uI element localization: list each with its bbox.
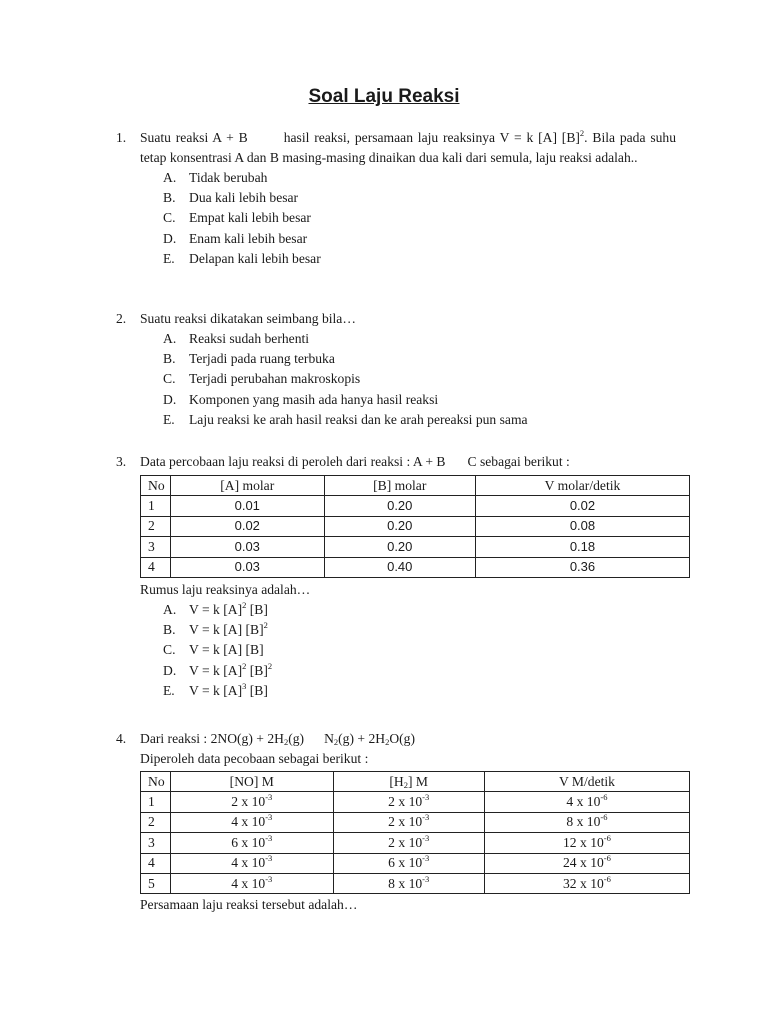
table-cell: 6 x $10^{-3}$ (171, 833, 334, 853)
table-cell: 2 (141, 812, 171, 832)
options-list (163, 168, 676, 269)
table-cell: 2 x $10^{-3}$ (171, 792, 334, 812)
option: B. V = k [A] $[B]^2$ (163, 620, 268, 638)
question-number: 3. (116, 454, 127, 469)
table-row (141, 873, 690, 893)
option: D. Enam kali lebih besar (163, 230, 308, 246)
table-row (141, 833, 690, 853)
question-text: Rumus laju reaksinya adalah… (140, 581, 311, 597)
table-cell: 1 (141, 792, 171, 812)
option: C. Empat kali lebih besar (163, 210, 311, 226)
table-row (141, 537, 690, 557)
table-cell: 0.03 (171, 537, 325, 557)
table-cell: 0.08 (475, 516, 689, 536)
table-cell: 0.01 (171, 496, 325, 516)
option: D. V = k $[A]^2$ $[B]^2$ (163, 660, 273, 678)
question-4 (116, 729, 676, 915)
table-cell: 24 x $10^{-6}$ (484, 853, 689, 873)
question-number: 4. (116, 731, 127, 746)
table-cell: 0.02 (171, 516, 325, 536)
table-header: No (141, 772, 171, 792)
table-cell: 2 (141, 516, 171, 536)
option: A. Reaksi sudah berhenti (163, 331, 310, 346)
question-number: 1. (116, 130, 127, 145)
table-cell: 2 x $10^{-3}$ (333, 812, 484, 832)
option: A. V = k $[A]^2$ [B] (163, 599, 268, 617)
table-cell: 3 (141, 833, 171, 853)
table-row (141, 557, 690, 577)
table-cell: 6 x $10^{-3}$ (333, 853, 484, 873)
question-text: Data percobaan laju reaksi di peroleh dari reaksi : A + B C sebagai berikut : (140, 454, 570, 469)
table-cell: 4 x $10^{-3}$ (171, 873, 334, 893)
option: E. V = k $[A]^3$ [B] (163, 680, 268, 698)
table-header: No (141, 476, 171, 496)
table-header: [NO] M (171, 772, 334, 792)
table-cell: 8 x $10^{-6}$ (484, 812, 689, 832)
table-cell: 0.20 (324, 496, 475, 516)
table-cell: 3 (141, 537, 171, 557)
table-row (141, 812, 690, 832)
table-cell: 0.20 (324, 537, 475, 557)
table-cell: 8 x $10^{-3}$ (333, 873, 484, 893)
table-row (141, 853, 690, 873)
table-cell: 4 (141, 557, 171, 577)
option: B. Dua kali lebih besar (163, 190, 299, 206)
option: D. Komponen yang masih ada hanya hasil reaksi (163, 391, 439, 407)
table-cell: 2 x $10^{-3}$ (333, 792, 484, 812)
question-text: Suatu reaksi A + B hasil reaksi, persamaan laju reaksinya V = k [A] $[B]^2$. Bila pada suhu tetap konsentrasi A dan B masing-masing dinaikan dua kali dari semula, laju reaksi adalah.. (140, 128, 676, 165)
table-cell: 4 x $10^{-6}$ (484, 792, 689, 812)
table-header-row (141, 476, 690, 496)
table-cell: 0.20 (324, 516, 475, 536)
table-header: $[H_2]$ M (333, 772, 484, 792)
question-3 (116, 452, 676, 701)
table-cell: 0.02 (475, 496, 689, 516)
option: E. Laju reaksi ke arah hasil reaksi dan ke arah pereaksi pun sama (163, 411, 528, 427)
question-text: Diperoleh data pecobaan sebagai berikut : (140, 751, 369, 766)
table-cell: 4 (141, 853, 171, 873)
question-text: Suatu reaksi dikatakan seimbang bila… (140, 311, 356, 326)
table-header: V molar/detik (475, 476, 689, 496)
data-table-3 (140, 475, 690, 578)
table-header: V M/detik (484, 772, 689, 792)
table-header: [A] molar (171, 476, 325, 496)
question-1 (116, 128, 676, 269)
table-cell: 0.18 (475, 537, 689, 557)
table-cell: 0.36 (475, 557, 689, 577)
table-row (141, 792, 690, 812)
table-header-row (141, 772, 690, 792)
reaction-equation: Dari reaksi : $2NO(g) + 2H_2(g) N_2(g) + 2H_2O(g)$ (140, 731, 415, 747)
page-title: Soal Laju Reaksi (308, 86, 460, 107)
option: C. V = k [A] [B] (163, 642, 264, 658)
option: C. Terjadi perubahan makroskopis (163, 371, 361, 387)
question-number: 2. (116, 311, 127, 326)
data-table-4 (140, 771, 690, 894)
question-text: Persamaan laju reaksi tersebut adalah… (140, 897, 358, 913)
table-cell: 0.03 (171, 557, 325, 577)
table-cell: 12 x $10^{-6}$ (484, 833, 689, 853)
question-2 (116, 309, 676, 430)
table-cell: 32 x $10^{-6}$ (484, 873, 689, 893)
table-row (141, 516, 690, 536)
options-list (163, 600, 676, 701)
option: B. Terjadi pada ruang terbuka (163, 351, 335, 367)
table-cell: 2 x $10^{-3}$ (333, 833, 484, 853)
table-cell: 0.40 (324, 557, 475, 577)
table-cell: 1 (141, 496, 171, 516)
table-cell: 4 x $10^{-3}$ (171, 853, 334, 873)
option: A. Tidak berubah (163, 170, 268, 185)
options-list (163, 329, 676, 430)
table-header: [B] molar (324, 476, 475, 496)
table-cell: 5 (141, 873, 171, 893)
option: E. Delapan kali lebih besar (163, 250, 321, 266)
table-row (141, 496, 690, 516)
table-cell: 4 x $10^{-3}$ (171, 812, 334, 832)
